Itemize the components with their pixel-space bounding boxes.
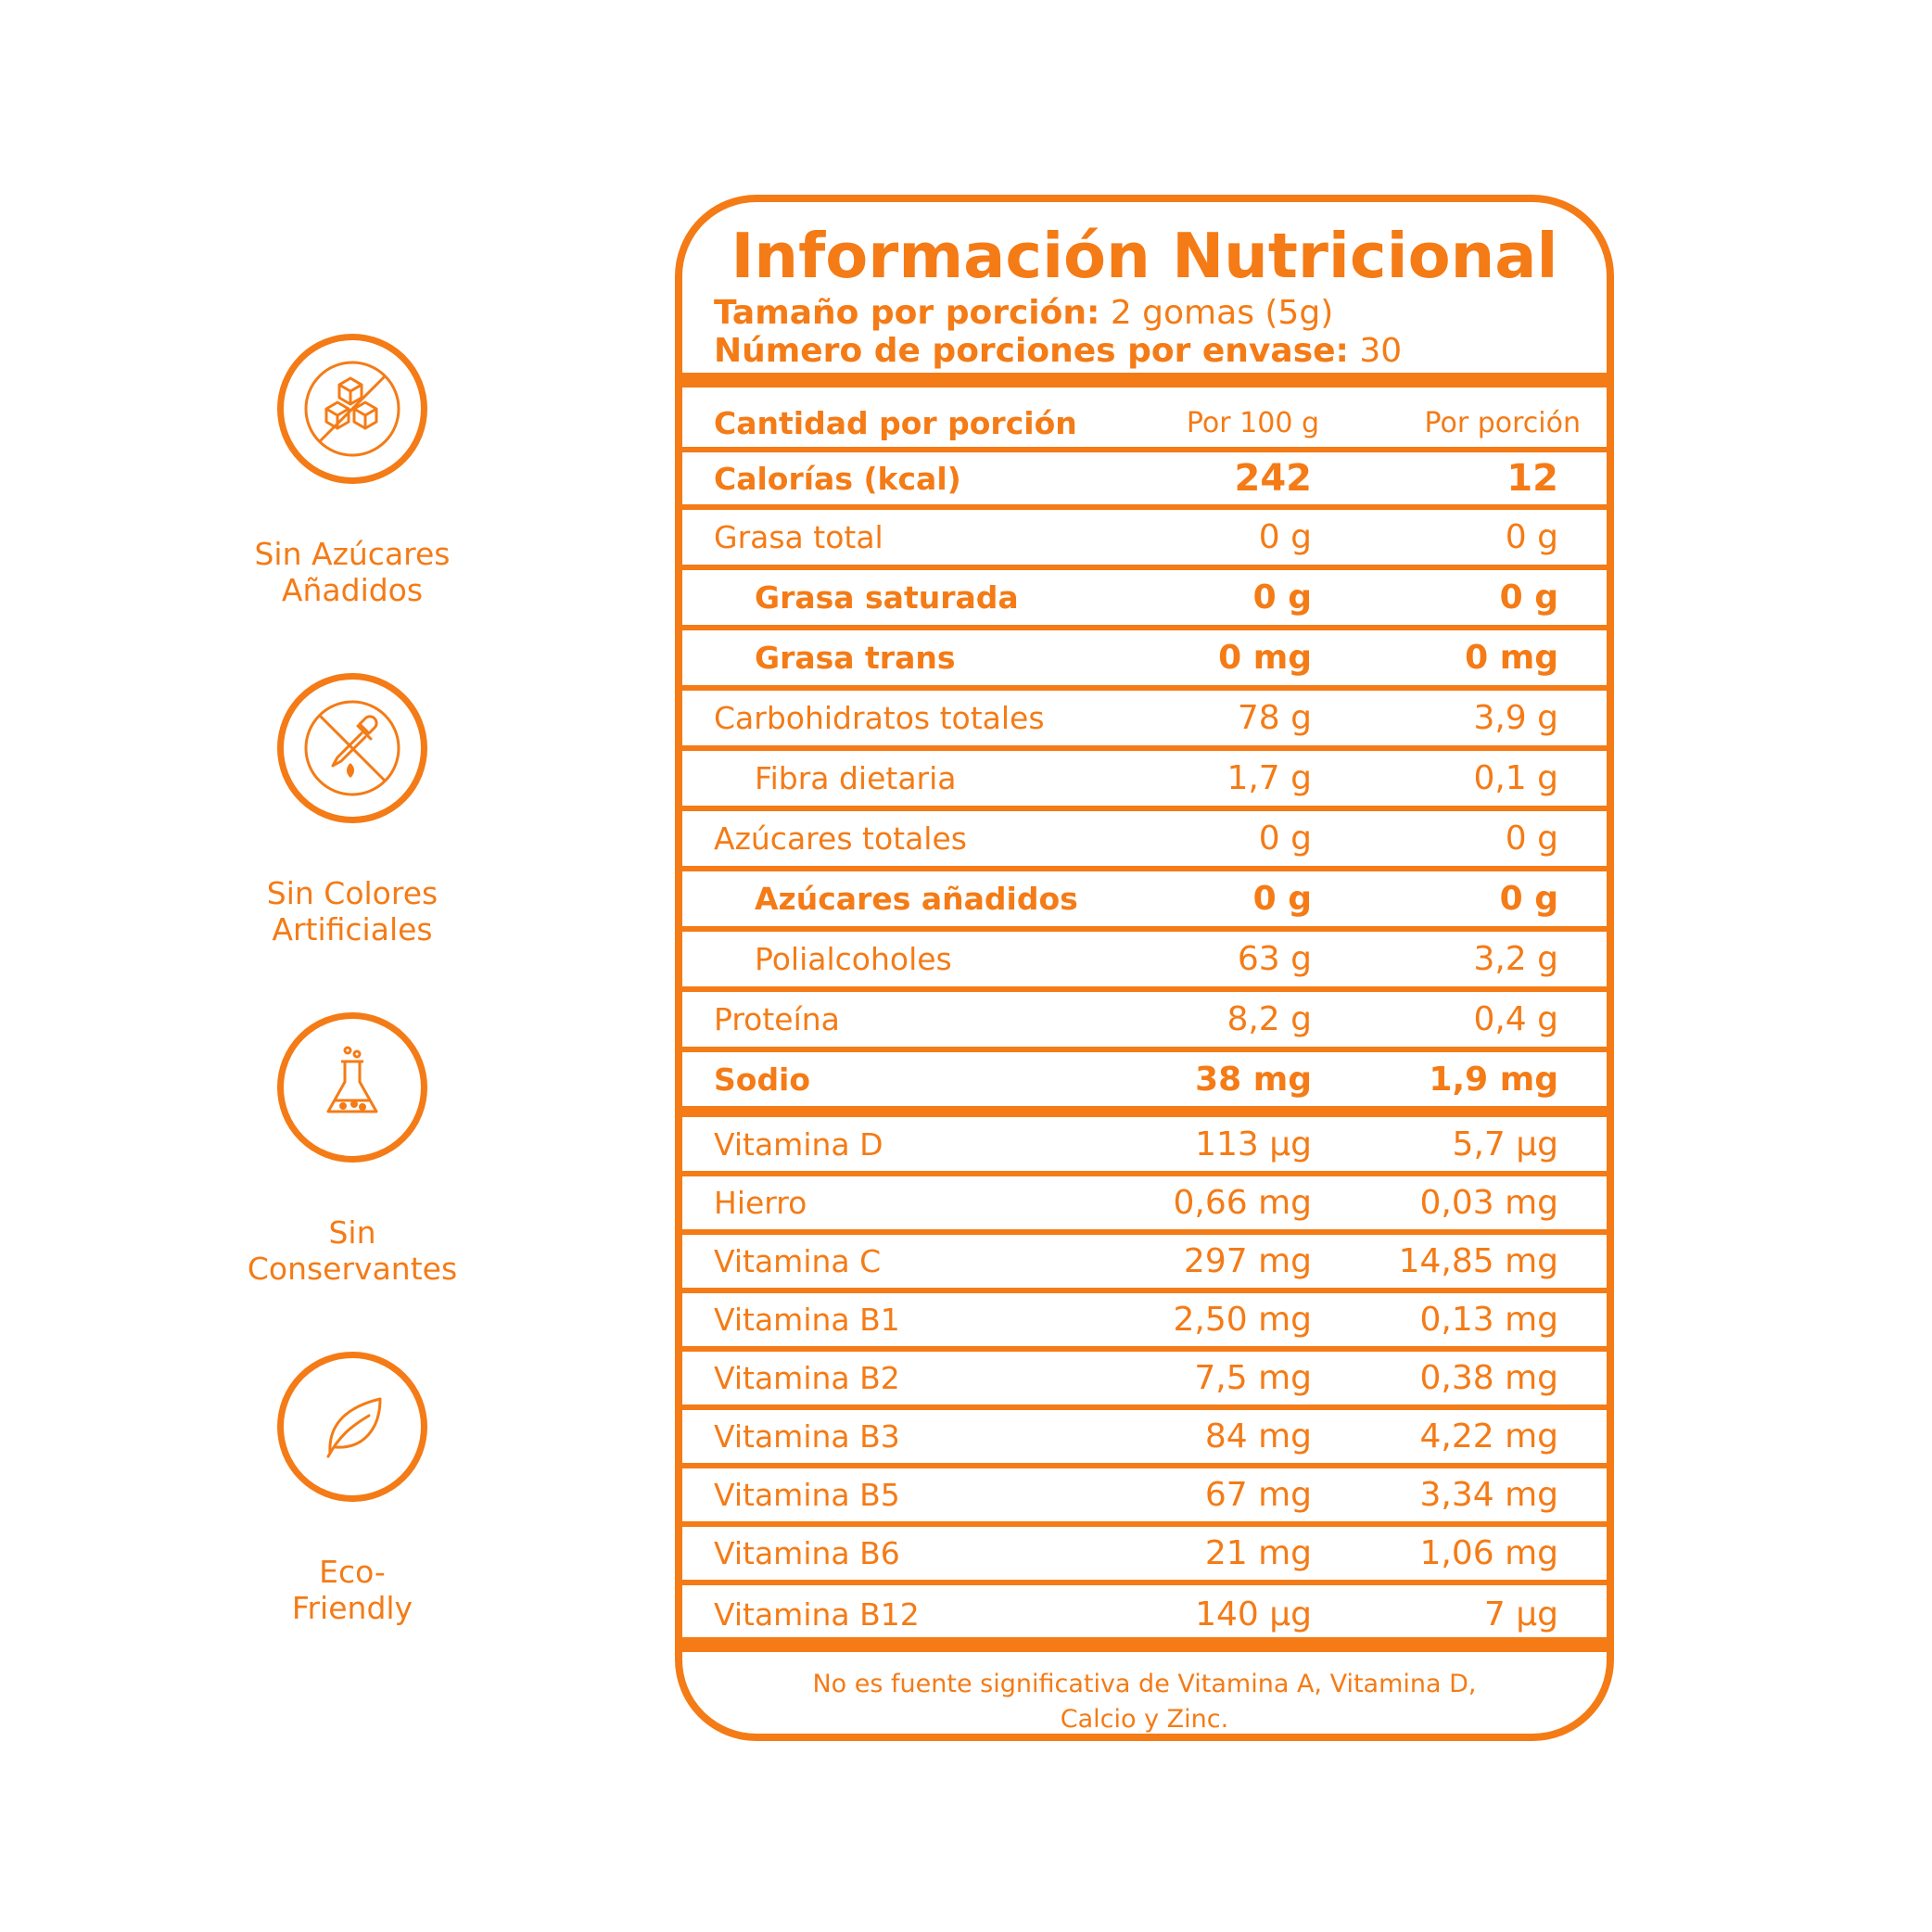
nutrient-name: Calorías (kcal)	[714, 460, 961, 497]
table-row	[682, 1235, 1607, 1293]
divider-thick	[682, 1637, 1607, 1652]
nutrient-per100: 242	[1234, 457, 1312, 500]
table-row	[682, 932, 1607, 992]
serving-size-label: Tamaño por porción:	[714, 294, 1100, 332]
nutrient-name: Vitamina B2	[714, 1360, 900, 1396]
nutrient-per100: 1,7 g	[1227, 759, 1312, 797]
nutrient-per-serving: 1,06 mg	[1419, 1534, 1558, 1572]
nutrient-per100: 140 µg	[1195, 1595, 1312, 1633]
header-per-serving: Por porción	[1424, 406, 1581, 439]
nutrient-per100: 113 µg	[1195, 1125, 1312, 1163]
nutrient-name: Sodio	[714, 1061, 811, 1098]
nutrient-per-serving: 1,9 mg	[1429, 1060, 1558, 1099]
badge-no-artificial-colors	[222, 673, 482, 947]
table-row	[682, 871, 1607, 932]
nutrient-per100: 7,5 mg	[1194, 1359, 1312, 1397]
badge-no-added-sugar	[222, 334, 482, 608]
nutrient-name: Grasa trans	[755, 640, 956, 676]
nutrient-name: Grasa saturada	[755, 579, 1019, 616]
badge-label-line: Sin	[328, 1214, 376, 1251]
nutrient-name: Vitamina B1	[714, 1302, 900, 1338]
nutrition-facts-panel	[675, 195, 1614, 1741]
nutrient-per100: 84 mg	[1204, 1417, 1312, 1455]
table-row	[682, 1117, 1607, 1176]
nutrient-per-serving: 0 g	[1499, 578, 1558, 616]
nutrient-per100: 21 mg	[1204, 1534, 1312, 1572]
nutrient-per-serving: 12	[1506, 457, 1558, 500]
nutrient-per-serving: 5,7 µg	[1452, 1125, 1558, 1163]
nutrient-per100: 0,66 mg	[1173, 1184, 1312, 1222]
header-per100: Por 100 g	[1186, 406, 1319, 439]
nutrient-per100: 0 mg	[1218, 639, 1312, 677]
nutrient-per100: 0 g	[1258, 820, 1312, 858]
table-row	[682, 510, 1607, 570]
table-row	[682, 751, 1607, 811]
badge-label	[222, 1214, 482, 1287]
nutrient-name: Fibra dietaria	[755, 760, 957, 796]
no-sugar-icon	[284, 340, 421, 477]
flask-icon	[284, 1019, 421, 1156]
nutrient-per-serving: 3,2 g	[1473, 940, 1558, 978]
nutrient-table	[682, 388, 1607, 1644]
nutrient-per100: 297 mg	[1183, 1242, 1312, 1280]
badge-circle	[277, 1352, 427, 1502]
nutrient-name: Vitamina B6	[714, 1535, 900, 1571]
nutrient-name: Grasa total	[714, 519, 883, 555]
footnote	[682, 1667, 1607, 1737]
nutrient-per-serving: 0 g	[1499, 880, 1558, 918]
nutrient-name: Vitamina B5	[714, 1477, 900, 1513]
badge-label-line: Conservantes	[247, 1251, 458, 1287]
nutrient-per-serving: 14,85 mg	[1398, 1242, 1558, 1280]
nutrient-per100: 0 g	[1252, 880, 1312, 918]
badge-eco-friendly	[222, 1352, 482, 1626]
servings-per-container	[714, 333, 1402, 370]
table-row	[682, 1176, 1607, 1235]
footnote-line: No es fuente significativa de Vitamina A, Vitamina D,	[812, 1670, 1477, 1698]
servings-label: Número de porciones por envase:	[714, 332, 1349, 370]
nutrient-name: Vitamina C	[714, 1243, 882, 1279]
badge-label-line: Eco-	[319, 1554, 386, 1590]
no-dropper-icon	[284, 680, 421, 817]
nutrient-per-serving: 0,13 mg	[1419, 1301, 1558, 1339]
nutrient-name: Azúcares añadidos	[755, 881, 1078, 917]
panel-title: Información Nutricional	[731, 220, 1558, 292]
nutrient-per-serving: 0,03 mg	[1419, 1184, 1558, 1222]
badge-label	[222, 875, 482, 947]
nutrient-name: Carbohidratos totales	[714, 700, 1045, 736]
badge-no-preservatives	[222, 1012, 482, 1287]
badge-circle	[277, 1012, 427, 1163]
table-row	[682, 1352, 1607, 1410]
table-row	[682, 1527, 1607, 1585]
nutrient-name: Vitamina B3	[714, 1418, 900, 1455]
nutrient-per-serving: 0,1 g	[1473, 759, 1558, 797]
badge-label-line: Sin Colores	[266, 875, 439, 911]
table-row	[682, 1052, 1607, 1117]
nutrient-name: Proteína	[714, 1001, 840, 1037]
badge-label	[222, 536, 482, 608]
table-row	[682, 630, 1607, 691]
footnote-line: Calcio y Zinc.	[1060, 1705, 1229, 1734]
nutrient-per-serving: 0,4 g	[1473, 1000, 1558, 1038]
badge-label	[222, 1554, 482, 1626]
nutrient-per100: 63 g	[1237, 940, 1312, 978]
serving-size	[714, 295, 1333, 332]
nutrient-per100: 8,2 g	[1227, 1000, 1312, 1038]
table-row	[682, 691, 1607, 751]
nutrient-per-serving: 4,22 mg	[1419, 1417, 1558, 1455]
nutrient-per100: 38 mg	[1195, 1060, 1312, 1099]
header-name: Cantidad por porción	[714, 404, 1077, 441]
nutrient-per-serving: 0 mg	[1465, 639, 1558, 677]
leaf-icon	[284, 1358, 421, 1495]
badge-label-line: Friendly	[291, 1590, 413, 1626]
nutrient-name: Vitamina D	[714, 1125, 883, 1163]
table-row	[682, 570, 1607, 630]
table-row	[682, 452, 1607, 510]
divider-thick	[682, 373, 1607, 388]
nutrient-per-serving: 0,38 mg	[1419, 1359, 1558, 1397]
nutrient-per100: 0 g	[1258, 518, 1312, 556]
badge-circle	[277, 673, 427, 823]
nutrient-name: Hierro	[714, 1185, 807, 1221]
nutrient-per100: 0 g	[1252, 578, 1312, 616]
nutrient-name: Polialcoholes	[755, 941, 952, 977]
nutrient-per-serving: 3,34 mg	[1419, 1476, 1558, 1514]
nutrient-name: Azúcares totales	[714, 820, 967, 857]
servings-value: 30	[1348, 332, 1403, 370]
badge-circle	[277, 334, 427, 484]
nutrient-per100: 2,50 mg	[1173, 1301, 1312, 1339]
nutrient-per100: 67 mg	[1204, 1476, 1312, 1514]
table-row	[682, 1468, 1607, 1527]
nutrient-per-serving: 7 µg	[1483, 1595, 1558, 1633]
badge-label-line: Artificiales	[272, 911, 433, 947]
nutrient-per-serving: 0 g	[1505, 820, 1558, 858]
nutrient-name: Vitamina B12	[714, 1596, 920, 1633]
table-header	[682, 388, 1607, 452]
table-row	[682, 1585, 1607, 1644]
table-row	[682, 1293, 1607, 1352]
nutrient-per-serving: 3,9 g	[1473, 699, 1558, 737]
table-row	[682, 992, 1607, 1052]
nutrient-per-serving: 0 g	[1505, 518, 1558, 556]
table-row	[682, 1410, 1607, 1468]
table-row	[682, 811, 1607, 871]
serving-size-value: 2 gomas (5g)	[1099, 294, 1334, 332]
badge-label-line: Sin Azúcares	[254, 536, 451, 572]
nutrient-per100: 78 g	[1237, 699, 1312, 737]
badge-label-line: Añadidos	[281, 572, 424, 608]
